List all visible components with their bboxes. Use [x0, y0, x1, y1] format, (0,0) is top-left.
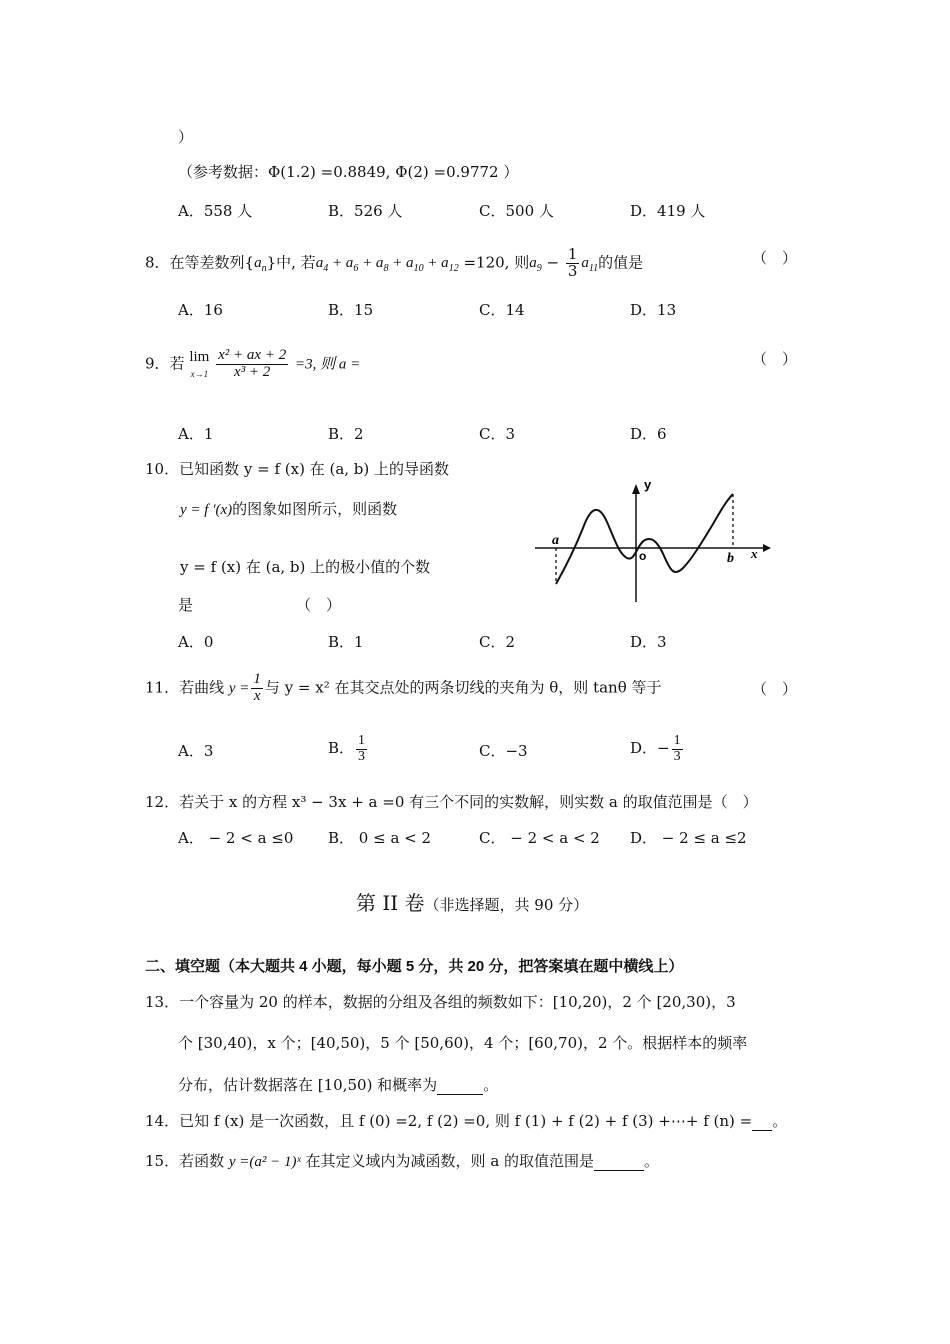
q7-option-b: B．526 人 [328, 202, 403, 220]
q9-fraction: $\frac{\text{x² + ax + 2}}{\text{x³ + 2}}$ [218, 347, 287, 380]
q9-option-a: A．1 [178, 425, 214, 443]
q12-option-c: C． − 2 < a < 2 [479, 829, 600, 847]
q10-option-c: C．2 [479, 633, 516, 651]
q8-text-d: 的值是 [598, 253, 644, 272]
q9-text: 若 [169, 354, 185, 373]
q7-option-c: C．500 人 [479, 202, 554, 220]
q14-answer-blank[interactable] [752, 1112, 772, 1131]
q10-option-d: D．3 [630, 633, 667, 651]
q13-line2: 个 [30,40)，x 个；[40,50)，5 个 [50,60)，4 个；[60,70)，2 个。根据样本的频率 [178, 1034, 748, 1052]
q10-line1: 10．已知函数 y = f (x) 在 (a, b) 上的导函数 [145, 460, 450, 478]
q10-option-b: B．1 [328, 633, 364, 651]
q11-option-a: A．3 [178, 742, 214, 760]
q15-line: 15．若函数 y =(a² − 1)ˣ 在其定义域内为减函数，则 a 的取值范围是 。 [145, 1152, 660, 1170]
q11-fraction: $\frac{1}{x}$ [253, 671, 261, 704]
q9-option-d: D．6 [630, 425, 667, 443]
q9-answer-paren: （ ） [752, 350, 798, 368]
q8-option-c: C．14 [479, 301, 525, 319]
q11-question: 11．若曲线 y = $\frac{1}{x}$ 与 y = x² 在其交点处的两条切线的夹角为 θ，则 tanθ 等于 [145, 671, 662, 704]
q8-answer-paren: （ ） [752, 249, 798, 267]
q8-option-a: A．16 [178, 301, 223, 319]
graph-label-x: x [751, 546, 758, 561]
q7-tail: ） [178, 128, 194, 146]
q12-option-b: B． 0 ≤ a < 2 [328, 829, 432, 847]
q14-line: 14．已知 f (x) 是一次函数，且 f (0) =2, f (2) =0, 则 f (1) + f (2) + f (3) +⋯+ f (n) = 。 [145, 1112, 788, 1130]
graph-label-y: y [644, 478, 652, 492]
q8-fraction: $\frac{1}{3}$ [567, 245, 578, 280]
q13-line1: 13．一个容量为 20 的样本，数据的分组及各组的频数如下：[10,20)，2 个 [20,30)，3 [145, 993, 736, 1011]
q15-answer-blank[interactable] [594, 1152, 644, 1171]
q9-tail: =3, 则 a = [294, 356, 361, 373]
q11-answer-paren: （ ） [752, 680, 798, 698]
q9-option-c: C．3 [479, 425, 516, 443]
q12-option-a: A． − 2 < a ≤0 [178, 829, 294, 847]
graph-label-origin: o [639, 549, 647, 563]
graph-label-a: a [552, 533, 559, 548]
graph-label-b: b [727, 551, 734, 566]
q8-question: 8．在等差数列$\{a_n\}$中, 若$a_4 + a_6 + a_8 + a_{10} + a_{12} =120$, 则$a_9$ − $\frac{1}{3}$ $a_{11}$的值是 [145, 245, 644, 280]
q11-option-b: B． $\frac{1}{3}$ [328, 733, 366, 764]
q9-number: 9． [145, 354, 170, 373]
q11-option-d: D．− $\frac{1}{3}$ [630, 733, 681, 764]
q10-answer-paren: （ ） [296, 596, 342, 614]
q11-option-c: C．−3 [479, 742, 528, 760]
q8-text-c: =120, 则 [458, 253, 530, 272]
fill-in-heading: 二、填空题（本大题共 4 小题，每小题 5 分，共 20 分，把答案填在题中横线上） [145, 958, 684, 975]
q9-limit: lim x→1 [189, 348, 210, 379]
q12-option-d: D． − 2 ≤ a ≤2 [630, 829, 747, 847]
q9-question [145, 348, 360, 381]
q8-text-b: }中, 若 [266, 253, 316, 272]
q7-option-d: D．419 人 [630, 202, 706, 220]
q13-line3: 分布，估计数据落在 [10,50) 和概率为 。 [178, 1076, 499, 1094]
q9-option-b: B．2 [328, 425, 364, 443]
q8-option-d: D．13 [630, 301, 677, 319]
q13-answer-blank[interactable] [437, 1076, 483, 1095]
section-2-title: 第 II 卷（非选择题，共 90 分） [356, 891, 589, 915]
q10-line3: y = f (x) 在 (a, b) 上的极小值的个数 [180, 558, 431, 576]
q8-option-b: B．15 [328, 301, 374, 319]
q8-number: 8． [145, 253, 170, 272]
q12-question: 12．若关于 x 的方程 x³ − 3x + a =0 有三个不同的实数解，则实数 a 的取值范围是（ ） [145, 793, 758, 811]
q10-option-a: A．0 [178, 633, 214, 651]
q10-derivative-graph [525, 478, 775, 606]
q7-option-a: A．558 人 [178, 202, 253, 220]
q10-line2: y = f ′(x)的图象如图所示，则函数 [180, 500, 398, 518]
q8-text-a: 在等差数列{ [169, 253, 255, 272]
q10-line4: 是 [178, 596, 194, 614]
q7-reference-data: （参考数据：Φ(1.2) =0.8849, Φ(2) =0.9772 ） [178, 163, 519, 181]
